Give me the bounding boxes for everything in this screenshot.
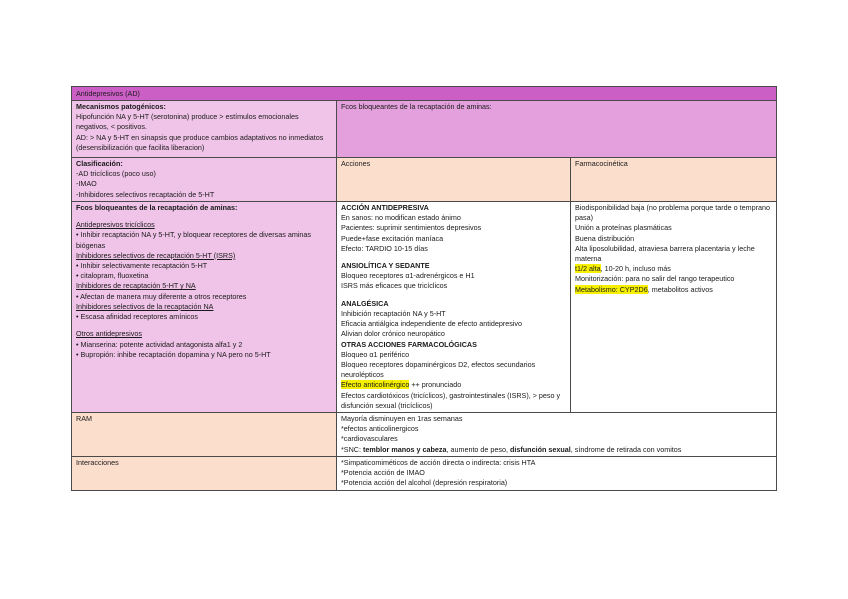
pk-item: Alta liposolubilidad, atraviesa barrera placentaria y leche materna — [575, 243, 755, 263]
ram-snc-suffix: , síndrome de retirada con vomitos — [570, 444, 682, 454]
analg-item: Inhibición recaptación NA y 5-HT — [341, 308, 446, 318]
mechanisms-line: Hipofunción NA y 5-HT (serotonina) produce > estímulos emocionales negativos, < positivos. — [76, 112, 299, 132]
anticolinergic-line — [341, 380, 566, 390]
ram-line: Mayoría disminuyen en 1ras semanas — [341, 414, 463, 424]
ram-snc-bold-1: temblor manos y cabeza — [362, 444, 447, 454]
nadh-item: • Afectan de manera muy diferente a otros receptores — [76, 291, 247, 301]
mechanisms-cell — [72, 101, 337, 158]
ram-cell — [337, 413, 777, 457]
fcos-header-cell — [337, 101, 777, 158]
antidep-item: Pacientes: suprimir sentimientos depresivos — [341, 223, 482, 233]
mechanisms-row — [72, 101, 777, 158]
tric-item: • Inhibir recaptación NA y 5-HT, y bloquear receptores de diversas aminas biógenas — [76, 230, 312, 250]
antidep-item: Efecto: TARDIO 10-15 días — [341, 243, 428, 253]
classification-heading: Clasificación: — [76, 159, 123, 168]
analg-item: Eficacia antiálgica independiente de efecto antidepresivo — [341, 319, 523, 329]
ram-label: RAM — [72, 413, 337, 457]
acciones-cell — [337, 201, 571, 412]
ram-snc-prefix: *SNC: — [341, 444, 363, 454]
metabolism-line — [575, 285, 772, 295]
otros-title: Otros antidepresivos — [76, 329, 142, 339]
isrs-title: Inhibidores selectivos de recaptación 5-HT (ISRS) — [76, 250, 236, 260]
classification-cell — [72, 158, 337, 202]
ram-line: *cardiovasculares — [341, 434, 398, 444]
detail-row — [72, 201, 777, 412]
interaction-item: *Simpaticomiméticos de acción directa o indirecta: crisis HTA — [341, 457, 536, 467]
fcos-detail-cell — [72, 201, 337, 412]
classification-item: -Inhibidores selectivos recaptación de 5-HT — [76, 189, 215, 199]
ansio-item: Bloqueo receptores α1-adrenérgicos e H1 — [341, 271, 475, 281]
farmacocinetica-header: Farmacocinética — [571, 158, 777, 202]
antidep-title: ACCIÓN ANTIDEPRESIVA — [341, 202, 429, 212]
analg-title: ANALGÉSICA — [341, 298, 389, 308]
otras-item: Efectos cardiotóxicos (tricíclicos), gastrointestinales (ISRS), > peso y disfunción sexual (tricíclicos) — [341, 390, 561, 410]
metabolism-highlight: Metabolismo: CYP2D6 — [575, 284, 648, 294]
ansio-item: ISRS más eficaces que tricíclicos — [341, 281, 448, 291]
antidep-item: Puede+fase excitación maníaca — [341, 233, 444, 243]
analg-item: Alivian dolor crónico neuropático — [341, 329, 445, 339]
otros-item: • Bupropión: inhibe recaptación dopamina y NA pero no 5-HT — [76, 349, 271, 359]
fcos-detail-heading: Fcos bloqueantes de la recaptación de aminas: — [76, 202, 238, 212]
interaction-item: *Potencia acción de IMAO — [341, 468, 425, 478]
antidepressants-table — [71, 86, 777, 491]
otras-title: OTRAS ACCIONES FARMACOLÓGICAS — [341, 339, 477, 349]
half-life-highlight: t1/2 alta — [575, 264, 601, 274]
acciones-header: Acciones — [337, 158, 571, 202]
otras-item: Bloqueo α1 periférico — [341, 349, 410, 359]
tric-title: Antidepresivos tricíclicos — [76, 220, 155, 230]
pk-item: Biodisponibilidad baja (no problema porque tarde o temprano pasa) — [575, 202, 770, 223]
interactions-cell — [337, 456, 777, 490]
monitoring-line: Monitorización: para no salir del rango terapeutico — [575, 274, 735, 284]
mechanisms-line: AD: > NA y 5-HT en sinapsis que produce cambios adaptativos no inmediatos (desensibilización que facilita liberacion) — [76, 132, 324, 152]
ram-snc-bold-2: disfunción sexual — [510, 444, 571, 454]
na-title: Inhibidores selectivos de la recaptación NA — [76, 301, 214, 311]
table-title: Antidepresivos (AD) — [72, 87, 777, 101]
classification-item: -AD tricíclicos (poco uso) — [76, 169, 156, 179]
classification-row — [72, 158, 777, 202]
ram-snc-line — [341, 445, 772, 455]
anticolinergic-rest: ++ pronunciado — [409, 380, 462, 390]
ram-snc-mid: , aumento de peso, — [446, 444, 511, 454]
isrs-item: • Inhibir selectivamente recaptación 5-HT — [76, 260, 208, 270]
interaction-item: *Potencia acción del alcohol (depresión respiratoria) — [341, 478, 508, 488]
mechanisms-heading: Mecanismos patogénicos: — [76, 102, 166, 111]
metabolism-rest: , metabolitos activos — [647, 284, 713, 294]
anticolinergic-highlight: Efecto anticolinérgico — [341, 380, 410, 390]
na-item: • Escasa afinidad receptores amínicos — [76, 312, 198, 322]
otros-item: • Mianserina: potente actividad antagonista alfa1 y 2 — [76, 339, 243, 349]
half-life-line — [575, 264, 772, 274]
fcos-header: Fcos bloqueantes de la recaptación de aminas: — [341, 102, 492, 111]
classification-item: -IMAO — [76, 179, 97, 189]
ram-row — [72, 413, 777, 457]
ansio-title: ANSIOLÍTICA Y SEDANTE — [341, 260, 430, 270]
title-row — [72, 87, 777, 101]
pk-item: Unión a proteínas plasmáticas — [575, 223, 672, 233]
antidep-item: En sanos: no modifican estado ánimo — [341, 213, 461, 223]
half-life-rest: , 10-20 h, incluso más — [600, 264, 671, 274]
farmacocinetica-cell — [571, 201, 777, 412]
interactions-row — [72, 456, 777, 490]
interactions-label: Interacciones — [72, 456, 337, 490]
pk-item: Buena distribución — [575, 233, 635, 243]
ram-line: *efectos anticolinergicos — [341, 424, 419, 434]
otras-item: Bloqueo receptores dopaminérgicos D2, efectos secundarios neurolépticos — [341, 359, 536, 380]
nadh-title: Inhibidores de recaptación 5-HT y NA — [76, 281, 196, 291]
isrs-item: • citalopram, fluoxetina — [76, 271, 149, 281]
